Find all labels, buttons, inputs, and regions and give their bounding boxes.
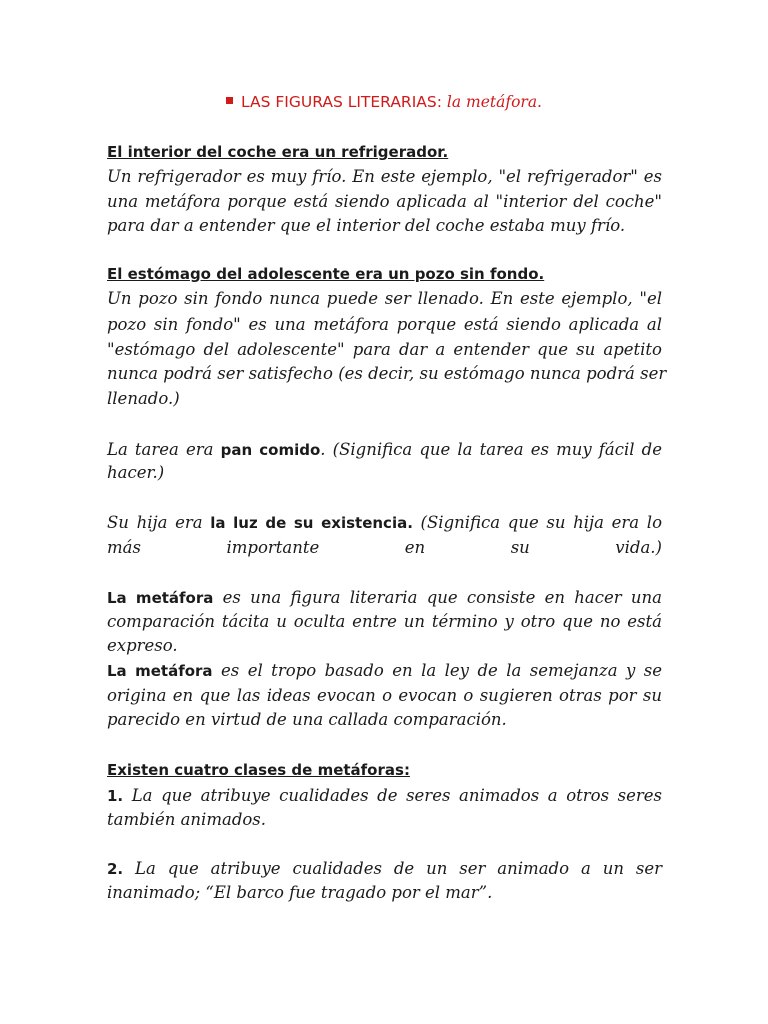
example-4-line: Su hija era la luz de su existencia. (Significa que su hija era lo (107, 513, 662, 532)
title-sub: la metáfora. (446, 93, 542, 111)
classes-heading: Existen cuatro clases de metáforas: (107, 761, 410, 779)
example-1-heading: El interior del coche era un refrigerador. (107, 143, 449, 161)
classes-item-2: 2. La que atribuye cualidades de un ser animado a un ser (107, 859, 662, 878)
classes-item-2-line: inanimado; “El barco fue tragado por el mar”. (107, 883, 493, 902)
example-3-line: hacer.) (107, 463, 165, 482)
title-main: LAS FIGURAS LITERARIAS: (241, 93, 442, 111)
definition-2-line: La metáfora es el tropo basado en la ley de la semejanza y se (107, 661, 662, 680)
example-1-line: para dar a entender que el interior del coche estaba muy frío. (107, 216, 626, 235)
definition-1-line: La metáfora es una figura literaria que consiste en hacer una (107, 588, 662, 607)
example-2-line: Un pozo sin fondo nunca puede ser llenado. En este ejemplo, "el (107, 289, 662, 308)
example-2-line: pozo sin fondo" es una metáfora porque está siendo aplicada al (107, 315, 662, 334)
example-2-heading: El estómago del adolescente era un pozo sin fondo. (107, 265, 545, 283)
page-title (0, 93, 768, 111)
definition-1-line: comparación tácita u oculta entre un término y otro que no está (107, 612, 662, 631)
example-2-line: llenado.) (107, 389, 180, 408)
classes-item-1: 1. La que atribuye cualidades de seres animados a otros seres (107, 786, 662, 805)
bullet-icon (226, 97, 233, 104)
definition-1-line: expreso. (107, 636, 178, 655)
example-2-line: nunca podrá ser satisfecho (es decir, su estómago nunca podrá ser (107, 364, 667, 383)
example-3-line: La tarea era pan comido. (Significa que la tarea es muy fácil de (107, 440, 662, 459)
definition-2-line: parecido en virtud de una callada comparación. (107, 710, 507, 729)
example-2-line: "estómago del adolescente" para dar a entender que su apetito (107, 340, 662, 359)
example-4-line: más importante en su vida.) (107, 538, 662, 557)
classes-item-1-line: también animados. (107, 810, 267, 829)
example-1-line: una metáfora porque está siendo aplicada al "interior del coche" (107, 192, 662, 211)
definition-2-line: origina en que las ideas evocan o evocan o sugieren otras por su (107, 686, 662, 705)
example-1-line: Un refrigerador es muy frío. En este ejemplo, "el refrigerador" es (107, 167, 662, 186)
